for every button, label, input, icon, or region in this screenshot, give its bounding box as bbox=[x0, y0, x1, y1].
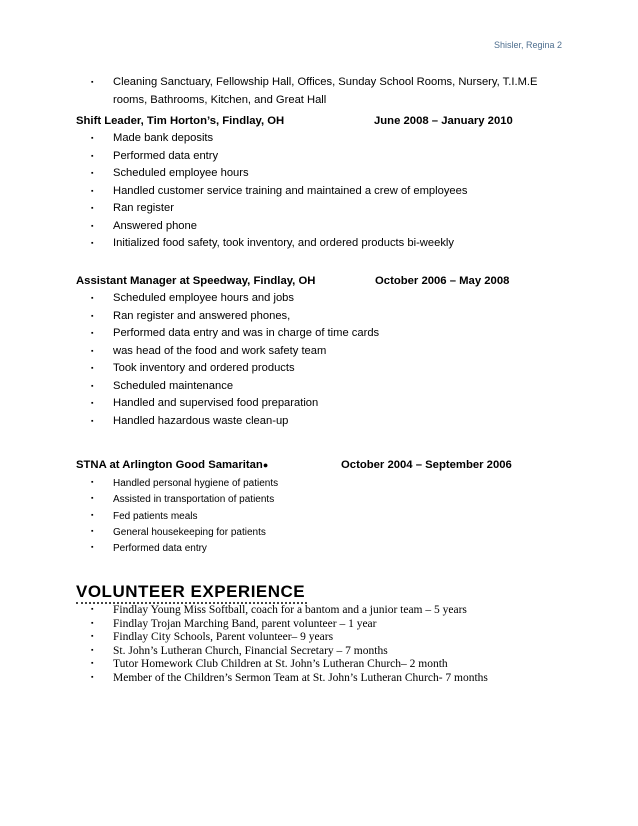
list-item-text: Performed data entry and was in charge of time cards bbox=[113, 327, 380, 339]
job-header bbox=[76, 272, 556, 290]
bullet-icon: ▪ bbox=[91, 495, 94, 503]
list-item bbox=[76, 631, 556, 645]
bullet-icon: ▪ bbox=[91, 152, 94, 160]
list-item-text: Findlay Young Miss Softball, coach for a bantom and a junior team – 5 years bbox=[113, 604, 467, 616]
list-item-text: Findlay Trojan Marching Band, parent volunteer – 1 year bbox=[113, 617, 377, 630]
bullet-icon: ▪ bbox=[91, 312, 94, 320]
job-duties-list bbox=[76, 130, 556, 253]
bullet-icon: ▪ bbox=[91, 659, 94, 668]
list-item bbox=[76, 235, 556, 253]
list-item-text: Scheduled employee hours bbox=[113, 167, 249, 179]
list-item bbox=[76, 290, 556, 308]
job-stna bbox=[76, 456, 556, 557]
list-item-text: Handled customer service training and maintained a crew of employees bbox=[113, 184, 468, 197]
list-item-text: Ran register and answered phones, bbox=[113, 309, 291, 322]
list-item-text: Answered phone bbox=[113, 219, 197, 232]
list-item-text: Tutor Homework Club Children at St. John’s Lutheran Church– 2 month bbox=[113, 658, 448, 671]
page-header: Shisler, Regina 2 bbox=[493, 40, 562, 50]
list-item bbox=[76, 672, 556, 686]
list-item bbox=[76, 130, 556, 148]
list-item-text: Scheduled maintenance bbox=[113, 379, 234, 392]
list-item bbox=[76, 74, 556, 109]
bullet-icon: ▪ bbox=[91, 382, 94, 390]
list-item bbox=[76, 525, 556, 541]
bullet-icon: ▪ bbox=[91, 295, 94, 302]
job-duties-list bbox=[76, 476, 556, 557]
list-item-text: Handled hazardous waste clean-up bbox=[113, 414, 289, 427]
bullet-icon: ▪ bbox=[91, 240, 94, 247]
bullet-icon: ▪ bbox=[91, 79, 94, 86]
continued-list bbox=[76, 74, 556, 109]
list-item-text: Member of the Children’s Sermon Team at St. John’s Lutheran Church- 7 months bbox=[113, 671, 488, 684]
bullet-icon: ▪ bbox=[91, 187, 94, 195]
list-item bbox=[76, 325, 556, 343]
list-item bbox=[76, 308, 556, 326]
list-item-text: was head of the food and work safety team bbox=[113, 344, 327, 357]
volunteer-section bbox=[76, 582, 556, 686]
bullet-icon: ▪ bbox=[91, 330, 94, 337]
list-item bbox=[76, 476, 556, 492]
bullet-icon: ▪ bbox=[91, 417, 94, 425]
volunteer-list bbox=[76, 604, 556, 686]
job-dates: October 2004 – September 2006 bbox=[341, 459, 512, 471]
continued-section bbox=[76, 74, 556, 109]
job-dates: June 2008 – January 2010 bbox=[374, 115, 513, 127]
bullet-icon: ▪ bbox=[91, 605, 94, 613]
list-item-text: St. John’s Lutheran Church, Financial Secretary – 7 months bbox=[113, 644, 388, 657]
job-title: Shift Leader, Tim Horton’s, Findlay, OH bbox=[76, 115, 285, 127]
job-title: Assistant Manager at Speedway, Findlay, OH bbox=[76, 275, 316, 287]
list-item-text: Took inventory and ordered products bbox=[113, 362, 295, 374]
list-item-text: General housekeeping for patients bbox=[113, 526, 266, 538]
bullet-icon: ▪ bbox=[91, 618, 94, 627]
list-item bbox=[76, 541, 556, 557]
list-item bbox=[76, 218, 556, 236]
job-shift-leader bbox=[76, 112, 556, 253]
bullet-icon: ▪ bbox=[91, 347, 94, 355]
list-item-text: Cleaning Sanctuary, Fellowship Hall, Offices, Sunday School Rooms, Nursery, T.I.M.E rooms, Bathrooms, Kitchen, and Great Hall bbox=[113, 76, 538, 106]
bullet-icon: ▪ bbox=[91, 672, 94, 681]
bullet-icon: ▪ bbox=[91, 645, 94, 654]
list-item-text: Fed patients meals bbox=[113, 510, 198, 522]
list-item bbox=[76, 658, 556, 672]
bullet-icon: ▪ bbox=[91, 205, 94, 212]
list-item bbox=[76, 360, 556, 378]
job-assistant-manager bbox=[76, 272, 556, 430]
list-item bbox=[76, 378, 556, 396]
job-header bbox=[76, 112, 556, 130]
list-item-text: Handled and supervised food preparation bbox=[113, 397, 319, 409]
list-item bbox=[76, 509, 556, 525]
bullet-icon: ▪ bbox=[91, 135, 94, 142]
job-title bbox=[76, 456, 268, 474]
list-item-text: Ran register bbox=[113, 202, 174, 214]
list-item bbox=[76, 395, 556, 413]
list-item bbox=[76, 343, 556, 361]
job-dates: October 2006 – May 2008 bbox=[375, 275, 510, 287]
list-item bbox=[76, 165, 556, 183]
list-item-text: Handled personal hygiene of patients bbox=[113, 478, 279, 489]
list-item bbox=[76, 183, 556, 201]
list-item bbox=[76, 604, 556, 618]
list-item-text: Performed data entry bbox=[113, 543, 207, 555]
list-item bbox=[76, 200, 556, 218]
list-item bbox=[76, 148, 556, 166]
bullet-icon: ▪ bbox=[91, 222, 94, 230]
bullet-icon: ▪ bbox=[91, 479, 94, 486]
list-item bbox=[76, 645, 556, 659]
bullet-icon: ▪ bbox=[91, 632, 94, 641]
list-item bbox=[76, 413, 556, 431]
bullet-icon: ▪ bbox=[91, 511, 94, 519]
job-title-text: STNA at Arlington Good Samaritan bbox=[76, 459, 263, 471]
list-item-text: Scheduled employee hours and jobs bbox=[113, 292, 294, 304]
bullet-icon: ▪ bbox=[91, 170, 94, 177]
job-header bbox=[76, 456, 556, 474]
bullet-icon: ▪ bbox=[91, 544, 94, 552]
bullet-icon: ▪ bbox=[91, 365, 94, 372]
list-item bbox=[76, 618, 556, 632]
list-item-text: Initialized food safety, took inventory, and ordered products bi-weekly bbox=[113, 237, 454, 249]
list-item bbox=[76, 492, 556, 508]
bullet-icon: ▪ bbox=[91, 400, 94, 407]
list-item-text: Findlay City Schools, Parent volunteer– 9 years bbox=[113, 631, 334, 644]
section-heading: VOLUNTEER EXPERIENCE bbox=[76, 582, 307, 604]
bullet-icon: ▪ bbox=[91, 527, 94, 535]
job-duties-list bbox=[76, 290, 556, 430]
list-item-text: Assisted in transportation of patients bbox=[113, 494, 275, 506]
list-item-text: Performed data entry bbox=[113, 149, 219, 162]
list-item-text: Made bank deposits bbox=[113, 132, 214, 144]
bullet-mark-icon: ● bbox=[262, 460, 269, 470]
